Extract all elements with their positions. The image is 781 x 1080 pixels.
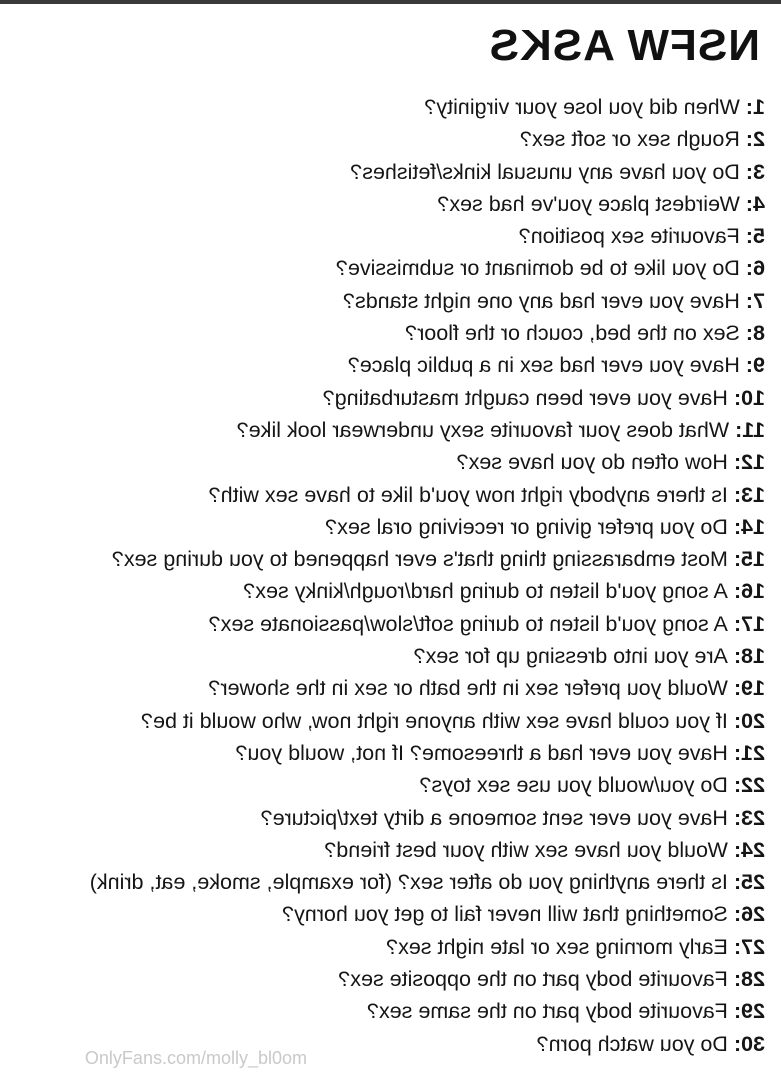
question-item	[90, 91, 765, 123]
question-text: Weirdest place you've had sex?	[437, 191, 740, 216]
question-text: A song you'd listen to during soft/slow/passionate sex?	[208, 611, 728, 636]
question-item	[90, 672, 765, 704]
question-number: 14:	[733, 514, 765, 539]
question-item	[90, 220, 765, 252]
question-item	[90, 802, 765, 834]
question-item	[90, 382, 765, 414]
question-number: 18:	[733, 644, 765, 669]
question-item	[90, 931, 765, 963]
question-text: Have you ever had sex in a public place?	[347, 353, 740, 378]
question-text: Do you watch porn?	[536, 1031, 728, 1056]
question-item	[90, 608, 765, 640]
question-text: Do you/would you use sex toys?	[419, 773, 728, 798]
question-item	[90, 575, 765, 607]
question-text: Most embarassing thing that's ever happened to you during sex?	[111, 547, 728, 572]
question-item	[90, 252, 765, 284]
question-number: 10:	[733, 385, 765, 410]
question-item	[90, 285, 765, 317]
question-text: Do you like to be dominant or submissive?	[335, 256, 740, 281]
question-text: Favourite body part on the opposite sex?	[338, 967, 728, 992]
question-text: What does your favourite sexy underwear look like?	[236, 417, 730, 442]
question-text: Have you ever been caught masturbating?	[322, 385, 728, 410]
question-text: Have you ever had any one night stands?	[343, 288, 740, 313]
question-text: When did you lose your virginity?	[424, 95, 740, 119]
question-item	[90, 123, 765, 155]
question-number: 2:	[745, 127, 765, 152]
question-item	[90, 479, 765, 511]
question-item	[90, 414, 765, 446]
page-title: NSFW ASKS	[488, 21, 760, 70]
question-number: 3:	[745, 159, 765, 184]
question-item	[90, 866, 765, 898]
question-number: 11:	[735, 417, 765, 442]
question-number: 24:	[733, 837, 765, 862]
question-number: 17:	[733, 611, 765, 636]
question-number: 4:	[745, 191, 765, 216]
question-number: 12:	[733, 450, 765, 475]
question-number: 26:	[733, 902, 765, 927]
question-item	[90, 317, 765, 349]
question-item	[90, 834, 765, 866]
question-text: If you could have sex with anyone right now, who would it be?	[141, 708, 728, 733]
question-text: Sex on the bed, couch or the floor?	[405, 321, 740, 346]
question-text: A song you'd listen to during hard/rough/kinky sex?	[243, 579, 728, 604]
question-number: 30:	[733, 1031, 765, 1056]
question-number: 5:	[745, 224, 765, 249]
question-list	[90, 91, 765, 1060]
question-text: Have you ever sent someone a dirty text/picture?	[260, 805, 728, 830]
question-item	[90, 995, 765, 1027]
question-text: Would you prefer sex in the bath or sex in the shower?	[208, 676, 728, 701]
question-number: 8:	[745, 321, 765, 346]
question-item	[90, 963, 765, 995]
question-item	[90, 446, 765, 478]
question-number: 19:	[733, 676, 765, 701]
question-text: Is there anybody right now you'd like to have sex with?	[208, 482, 728, 507]
watermark: OnlyFans.com/molly_bl0om	[84, 1048, 307, 1068]
question-text: Favourite sex position?	[518, 224, 740, 249]
question-number: 22:	[733, 773, 765, 798]
question-text: How often do you have sex?	[456, 450, 728, 475]
question-text: Something that will never fail to get you horny?	[282, 902, 728, 927]
question-number: 25:	[733, 870, 765, 895]
question-number: 13:	[733, 482, 765, 507]
question-item	[90, 156, 765, 188]
question-item	[90, 188, 765, 220]
question-text: Have you ever had a threesome? If not, would you?	[235, 740, 728, 765]
question-number: 6:	[745, 256, 765, 281]
question-number: 23:	[733, 805, 765, 830]
question-number: 21:	[733, 740, 765, 765]
question-number: 27:	[733, 934, 765, 959]
question-item	[90, 543, 765, 575]
question-number: 9:	[745, 353, 765, 378]
question-number: 28:	[733, 967, 765, 992]
question-item	[90, 737, 765, 769]
question-item	[90, 349, 765, 381]
question-item	[90, 640, 765, 672]
question-text: Rough sex or soft sex?	[519, 127, 740, 152]
question-text: Favourite body part on the same sex?	[366, 999, 728, 1024]
question-text: Early morning sex or late night sex?	[386, 934, 728, 959]
question-text: Are you into dressing up for sex?	[413, 644, 728, 669]
question-number: 7:	[745, 288, 765, 313]
question-item	[90, 511, 765, 543]
question-number: 15:	[733, 547, 765, 572]
question-number: 29:	[733, 999, 765, 1024]
question-item	[90, 769, 765, 801]
question-text: Would you have sex with your best friend?	[324, 837, 728, 862]
question-text: Do you have any unusual kinks/fetishes?	[350, 159, 740, 184]
question-number: 16:	[733, 579, 765, 604]
question-item	[90, 705, 765, 737]
question-item	[90, 898, 765, 930]
question-text: Do you prefer giving or receiving oral sex?	[325, 514, 728, 539]
question-number: 20:	[733, 708, 765, 733]
question-number: 1:	[745, 95, 765, 119]
question-text: Is there anything you do after sex? (for example, smoke, eat, drink)	[89, 870, 728, 895]
